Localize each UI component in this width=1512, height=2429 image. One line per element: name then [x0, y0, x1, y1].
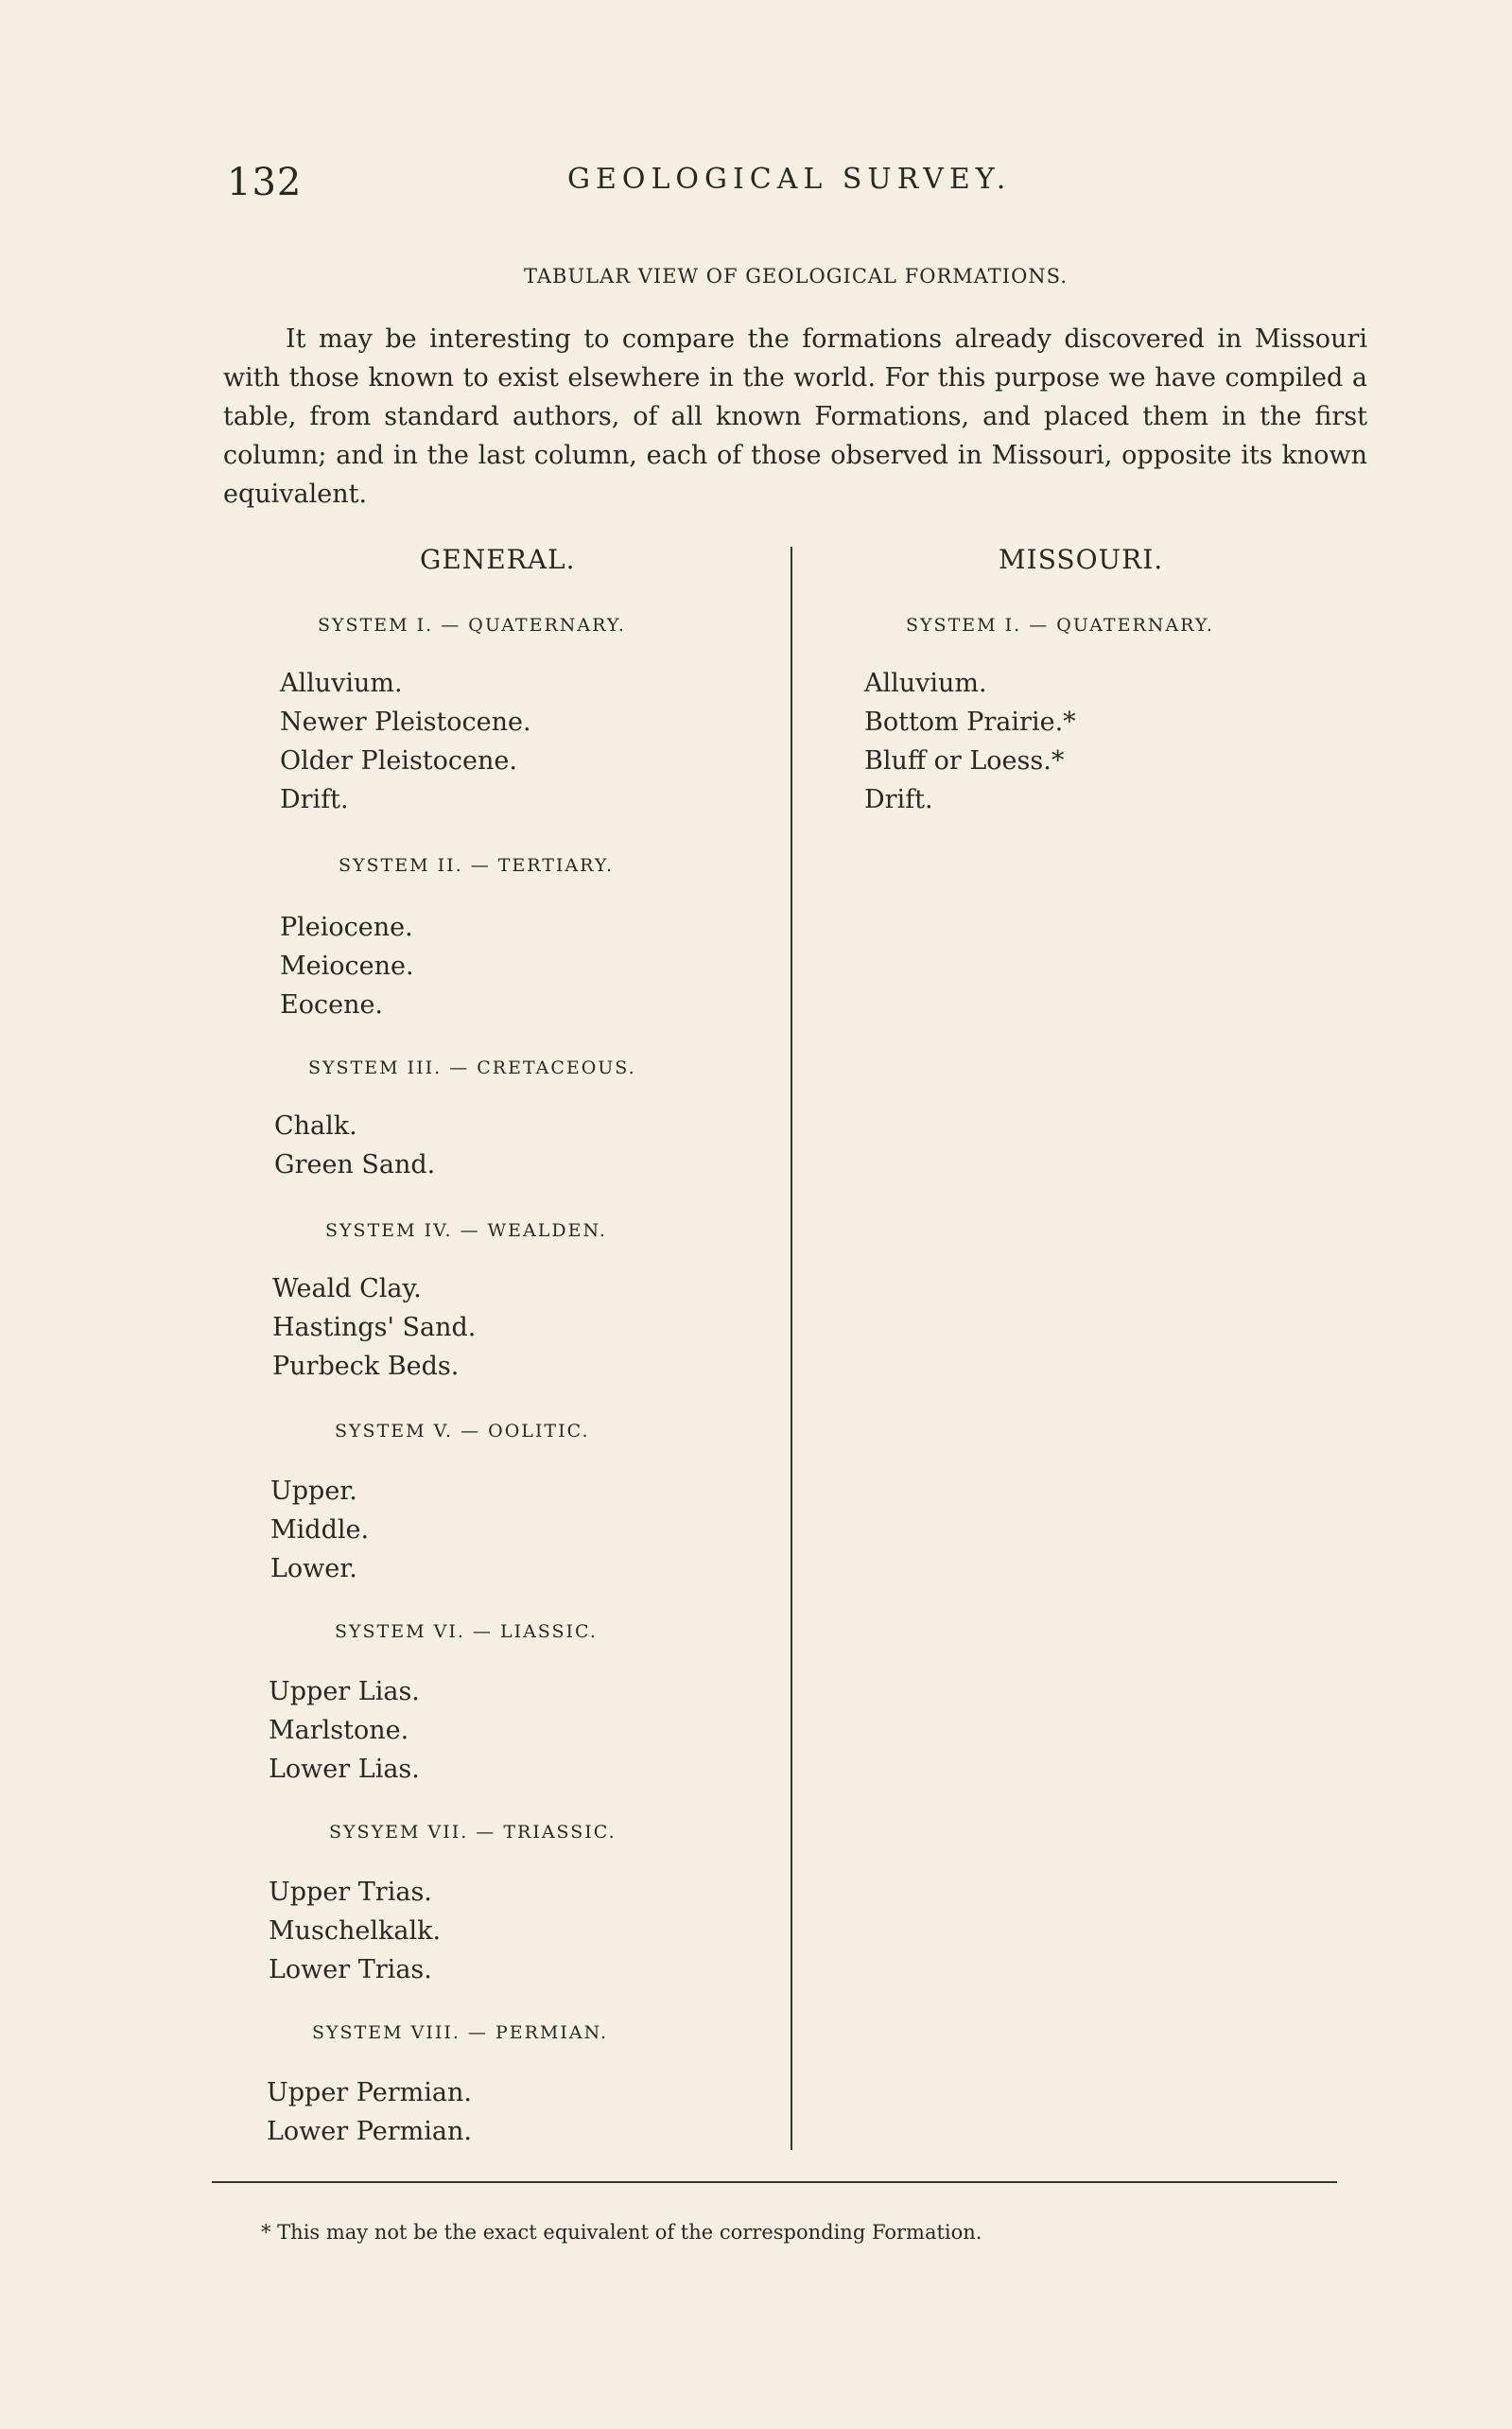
general-system-entries: [274, 1107, 435, 1184]
formation-entry: Older Pleistocene.: [280, 746, 517, 776]
formation-entry: Alluvium.: [280, 669, 403, 698]
general-system-entries: [270, 1472, 369, 1588]
general-system-entries: [280, 908, 414, 1024]
formation-entry: Lower.: [270, 1554, 357, 1583]
footnote: * This may not be the exact equivalent of the corresponding Formation.: [261, 2221, 982, 2244]
formation-entry: Muschelkalk.: [269, 1916, 442, 1946]
general-system-heading: SYSTEM V. — OOLITIC.: [335, 1421, 590, 1442]
intro-paragraph: [223, 320, 1367, 514]
page-number: 132: [227, 161, 303, 204]
general-system-heading: SYSTEM VIII. — PERMIAN.: [312, 2022, 609, 2043]
intro-text: It may be interesting to compare the formations already discovered in Missouri with those known to exist elsewhere in the world. For this purpose we have compiled a table, from standard authors, of all known Formations, and placed them in the first column; and in the last column, each of those observed in Missouri, opposite its known equivalent.: [223, 324, 1367, 509]
general-system-entries: [272, 1269, 476, 1386]
section-title: TABULAR VIEW OF GEOLOGICAL FORMATIONS.: [524, 265, 1068, 288]
footnote-rule: [212, 2181, 1337, 2183]
formation-entry: Newer Pleistocene.: [280, 708, 531, 737]
general-system-entries: [269, 1873, 441, 1989]
formation-entry: Weald Clay.: [272, 1274, 422, 1303]
formation-entry: Marlstone.: [269, 1716, 409, 1745]
general-system-heading: SYSYEM VII. — TRIASSIC.: [329, 1822, 617, 1843]
general-system-heading: SYSTEM I. — QUATERNARY.: [318, 615, 626, 636]
column-header-missouri: MISSOURI.: [999, 544, 1164, 575]
general-system-entries: [267, 2073, 472, 2151]
general-system-entries: [280, 664, 531, 819]
missouri-system-heading: SYSTEM I. — QUATERNARY.: [906, 615, 1214, 636]
general-system-heading: SYSTEM III. — CRETACEOUS.: [308, 1057, 636, 1078]
formation-entry: Alluvium.: [864, 669, 987, 698]
formation-entry: Middle.: [270, 1515, 370, 1545]
formation-entry: Eocene.: [280, 990, 384, 1020]
formation-entry: Meiocene.: [280, 952, 414, 981]
formation-entry: Lower Trias.: [269, 1955, 432, 1984]
missouri-system-entries: [864, 664, 1076, 819]
formation-entry: Chalk.: [274, 1111, 357, 1141]
general-system-entries: [269, 1672, 420, 1789]
formation-entry: Upper.: [270, 1477, 357, 1506]
general-system-heading: SYSTEM VI. — LIASSIC.: [335, 1621, 598, 1642]
formation-entry: Green Sand.: [274, 1150, 436, 1180]
formation-entry: Pleiocene.: [280, 913, 413, 942]
formation-entry: Lower Permian.: [267, 2117, 472, 2146]
formation-entry: Upper Permian.: [267, 2078, 472, 2107]
formation-entry: Bluff or Loess.*: [864, 746, 1065, 776]
column-header-general: GENERAL.: [420, 544, 576, 575]
formation-entry: Drift.: [864, 785, 933, 814]
formation-entry: Drift.: [280, 785, 349, 814]
general-system-heading: SYSTEM IV. — WEALDEN.: [325, 1220, 607, 1241]
general-system-heading: SYSTEM II. — TERTIARY.: [339, 855, 615, 876]
running-head: GEOLOGICAL SURVEY.: [567, 163, 1012, 196]
formation-entry: Bottom Prairie.*: [864, 708, 1076, 737]
formation-entry: Upper Lias.: [269, 1677, 420, 1706]
formation-entry: Hastings' Sand.: [272, 1313, 477, 1342]
formation-entry: Lower Lias.: [269, 1755, 420, 1784]
column-divider: [791, 547, 792, 2150]
formation-entry: Purbeck Beds.: [272, 1352, 460, 1381]
formation-entry: Upper Trias.: [269, 1878, 432, 1907]
